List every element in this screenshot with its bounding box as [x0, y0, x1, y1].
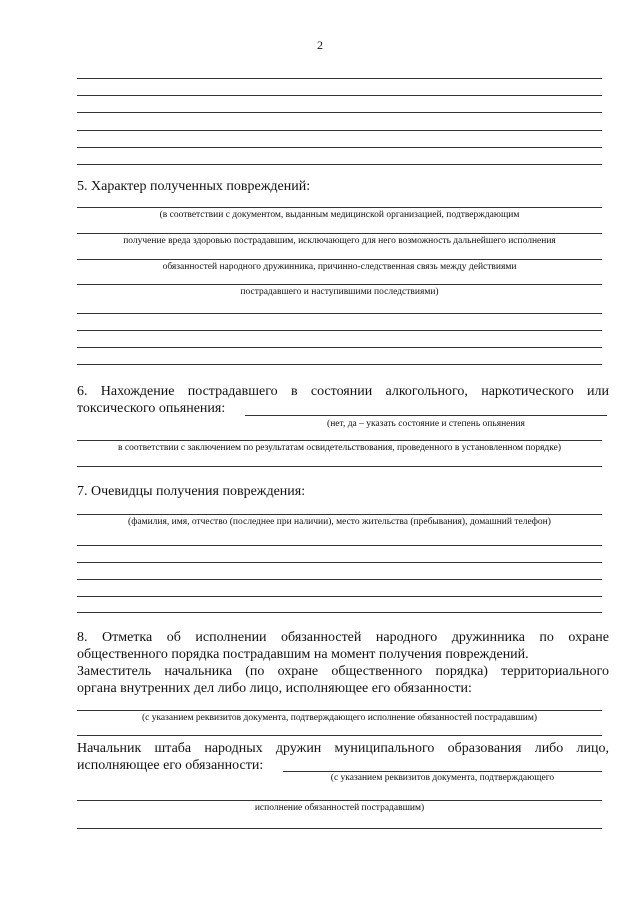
staff-chief-note: исполнение обязанностей пострадавшим): [254, 803, 425, 813]
section-5-note: (в соответствии с документом, выданным медицинской организацией, подтверждающим: [159, 210, 520, 220]
blank-line: [77, 284, 602, 285]
section-5-note: пострадавшего и наступившими последствиями): [240, 287, 439, 297]
section-6-heading: 6. Нахождение пострадавшего в состоянии алкогольного, наркотического или: [77, 384, 609, 399]
blank-line: [77, 112, 602, 113]
section-6-heading-cont: токсического опьянения:: [77, 401, 226, 416]
section-8-heading: 8. Отметка об исполнении обязанностей народного дружинника по охране: [77, 630, 609, 645]
blank-line: [77, 313, 602, 314]
section-7-heading: 7. Очевидцы получения повреждения:: [77, 484, 306, 499]
blank-line: [77, 164, 602, 165]
staff-chief-label: Начальник штаба народных дружин муниципального образования либо лицо,: [77, 741, 609, 756]
blank-line: [77, 364, 602, 365]
blank-line: [77, 596, 602, 597]
section-5-note: обязанностей народного дружинника, причинно-следственная связь между действиями: [162, 262, 517, 272]
section-8-heading-cont: общественного порядка пострадавшим на момент получения повреждений.: [77, 647, 529, 662]
blank-line: [77, 545, 602, 546]
blank-line: [77, 347, 602, 348]
section-6-note: (нет, да – указать состояние и степень опьянения: [327, 419, 525, 429]
blank-line: [77, 579, 602, 580]
blank-line: [77, 562, 602, 563]
deputy-chief-note: (с указанием реквизитов документа, подтверждающего исполнение обязанностей пострадавшим): [141, 713, 538, 723]
deputy-chief-label-cont: органа внутренних дел либо лицо, исполняющее его обязанности:: [77, 681, 472, 696]
staff-chief-label-cont: исполняющее его обязанности:: [77, 758, 264, 773]
blank-line: [77, 612, 602, 613]
section-5-heading: 5. Характер полученных повреждений:: [77, 179, 311, 194]
blank-line: [77, 710, 602, 711]
blank-line: [77, 207, 602, 208]
page-number: 2: [317, 38, 323, 52]
answer-line: [245, 415, 607, 416]
blank-line: [77, 466, 602, 467]
blank-line: [77, 233, 602, 234]
answer-line: [283, 771, 602, 772]
blank-line: [77, 78, 602, 79]
blank-line: [77, 828, 602, 829]
blank-line: [77, 95, 602, 96]
blank-line: [77, 440, 602, 441]
blank-line: [77, 147, 602, 148]
deputy-chief-label: Заместитель начальника (по охране общественного порядка) территориального: [77, 664, 609, 679]
blank-line: [77, 330, 602, 331]
blank-line: [77, 259, 602, 260]
blank-line: [77, 130, 602, 131]
staff-chief-note: (с указанием реквизитов документа, подтверждающего: [330, 773, 555, 783]
section-5-note: получение вреда здоровью пострадавшим, исключающего для него возможность дальнейшего исполнения: [123, 236, 556, 246]
blank-line: [77, 735, 602, 736]
section-6-note: в соответствии с заключением по результатам освидетельствования, проведенного в установленном порядке): [118, 443, 561, 453]
blank-line: [77, 800, 602, 801]
section-7-note: (фамилия, имя, отчество (последнее при наличии), место жительства (пребывания), домашний телефон): [128, 517, 551, 527]
blank-line: [77, 514, 602, 515]
